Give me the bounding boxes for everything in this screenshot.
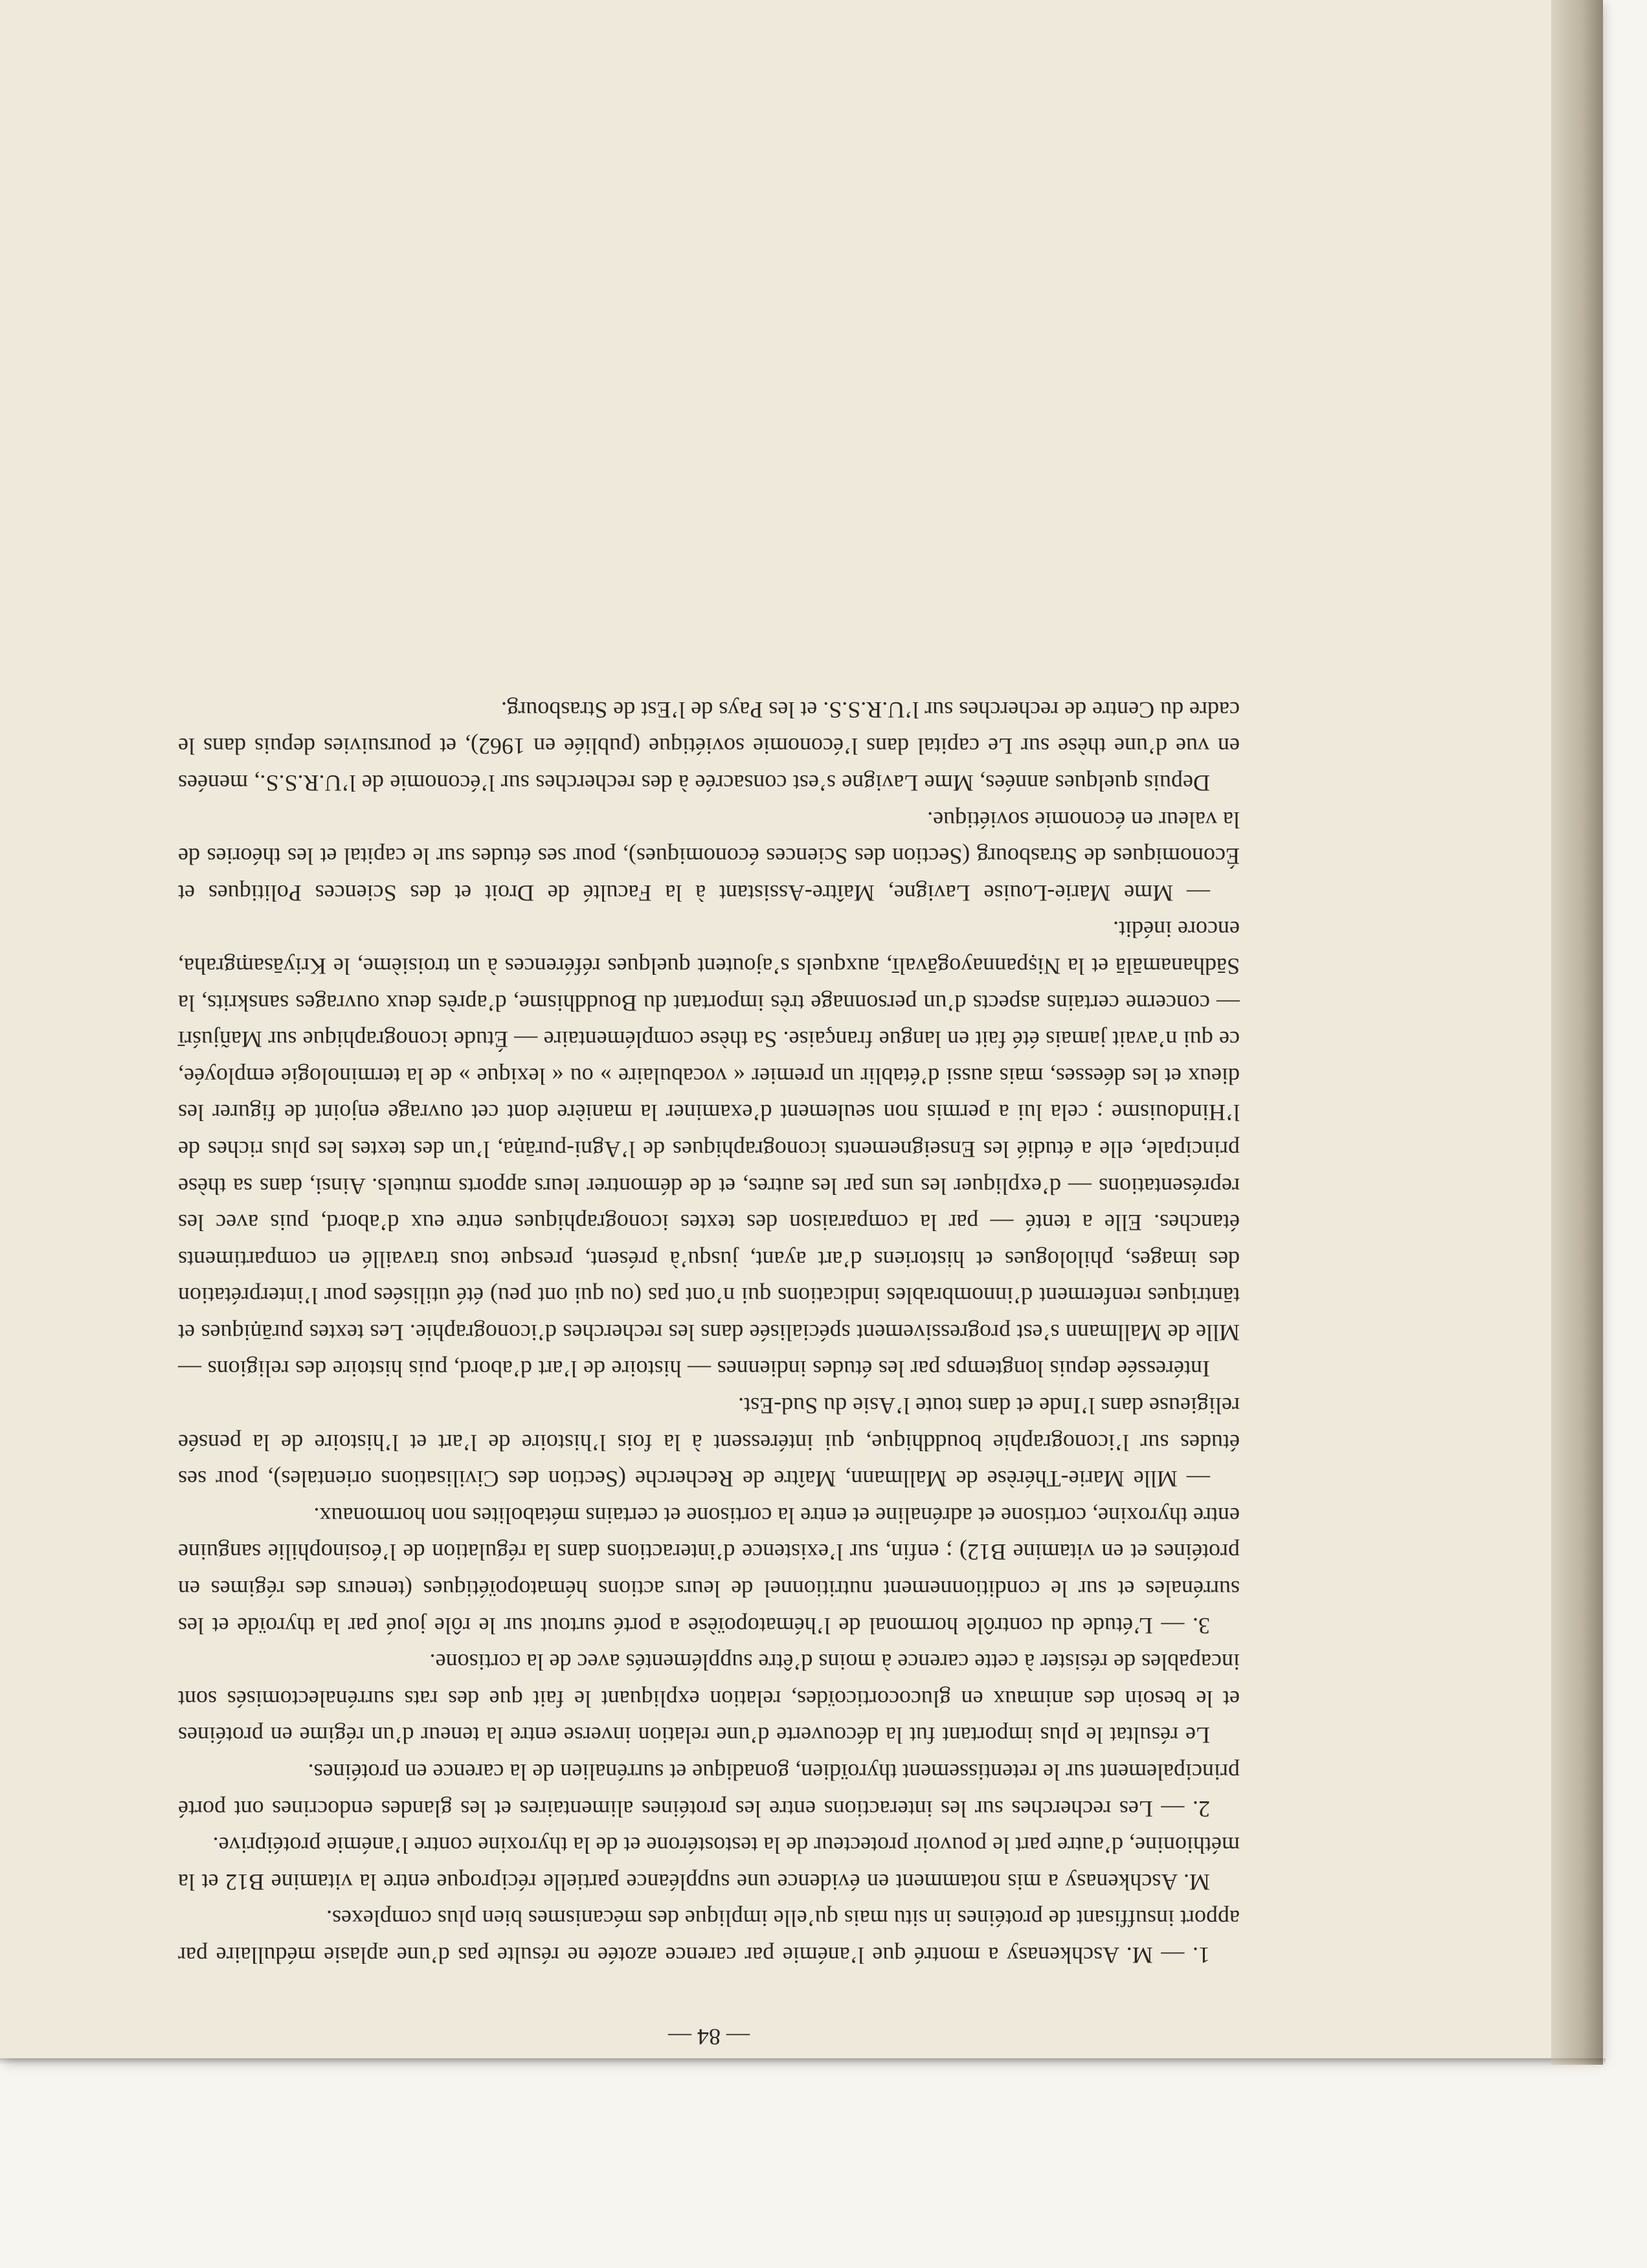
paragraph-7: Intéressée depuis longtemps par les études indiennes — histoire de l’art d’abord, puis histoire des religions — Mlle de Mallmann s’est progressivement spécialisée dans les recherches d’iconographie. Les textes purāṇiques et tāntriques renferment d’innombrables indications qui n’ont pas (ou qui ont peu) été utilisées pour l’interprétation des images, philologues et historiens d’art ayant, jusqu’à présent, presque tous travaillé en compartiments étanches. Elle a tenté — par la comparaison des textes iconographiques entre eux d’abord, puis avec les représentations — d’expliquer les uns par les autres, et de démontrer leurs apports mutuels. Ainsi, dans sa thèse principale, elle a étudié les Enseignements iconographiques de l’Agni-purāṇa, l’un des textes les plus riches de l’Hindouisme ; cela lui a permis non seulement d’examiner la manière dont cet ouvrage enjoint de figurer les dieux et les déesses, mais aussi d’établir un premier « vocabulaire » ou « lexique » de la terminologie employée, ce qui n’avait jamais été fait en langue française. Sa thèse complémentaire — Étude iconographique sur Mañjuśrī — concerne certains aspects d’un personnage très important du Bouddhisme, d’après deux ouvrages sanskrits, la Sādhanamālā et la Niṣpannayogāvalī, auxquels s’ajoutent quelques références à un troisième, le Kriyāsaṃgraha, encore inédit. [178,917,1240,1383]
paragraph-2: M. Aschkenasy a mis notamment en évidence une suppléance partielle réciproque entre la vitamine B12 et la méthionine, d’autre part le pouvoir protecteur de la testostérone et de la thyroxine contre l’anémie protéiprive. [178,1832,1240,1895]
paragraph-6: — Mlle Marie-Thérèse de Mallmann, Maître de Recherche (Section des Civilisations orientales), pour ses études sur l’iconographie bouddhique, qui intéressent à la fois l’histoire de l’art et l’histoire de la pensée religieuse dans l’Inde et dans toute l’Asie du Sud-Est. [178,1393,1240,1493]
paragraph-3: 2. — Les recherches sur les interactions entre les protéines alimentaires et les glandes endocrines ont porté principalement sur le retentissement thyroïdien, gonadique et surrénalien de la carence en protéines. [178,1759,1240,1822]
page-text-rotated [178,165,1240,2055]
paragraph-4: Le résultat le plus important fut la découverte d’une relation inverse entre la teneur d’un régime en protéines et le besoin des animaux en glucocorticoïdes, relation expliquant le fait que des rats surrénalectomisés sont incapables de résister à cette carence à moins d’être supplémentés avec de la cortisone. [178,1649,1240,1749]
paragraph-1: 1. — M. Aschkenasy a montré que l’anémie par carence azotée ne résulte pas d’une aplasie médullaire par apport insuffisant de protéines in situ mais qu’elle implique des mécanismes bien plus complexes. [178,1906,1240,1968]
paragraph-8: — Mme Marie-Louise Lavigne, Maître-Assistant à la Faculté de Droit et des Sciences Politiques et Économiques de Strasbourg (Section des Sciences économiques), pour ses études sur le capital et les théories de la valeur en économie soviétique. [178,806,1240,906]
page-number: — 84 — [668,2024,750,2050]
paragraph-9: Depuis quelques années, Mme Lavigne s’est consacrée à des recherches sur l’économie de l’U.R.S.S., menées en vue d’une thèse sur Le capital dans l’économie soviétique (publiée en 1962), et poursuivies depuis dans le cadre du Centre de recherches sur l’U.R.S.S. et les Pays de l’Est de Strasbourg. [178,696,1240,796]
book-page-edges [1551,0,1603,2065]
page-bottom-shadow [0,2058,1606,2065]
paragraph-5: 3. — L’étude du contrôle hormonal de l’hématopoïèse a porté surtout sur le rôle joué par la thyroïde et les surrénales et sur le conditionnement nutritionnel de leurs actions hématopoïétiques (teneurs des régimes en protéines et en vitamine B12) ; enfin, sur l’existence d’interactions dans la régulation de l’éosinophilie sanguine entre thyroxine, cortisone et adrénaline et entre la cortisone et certains métabolites non hormonaux. [178,1502,1240,1639]
